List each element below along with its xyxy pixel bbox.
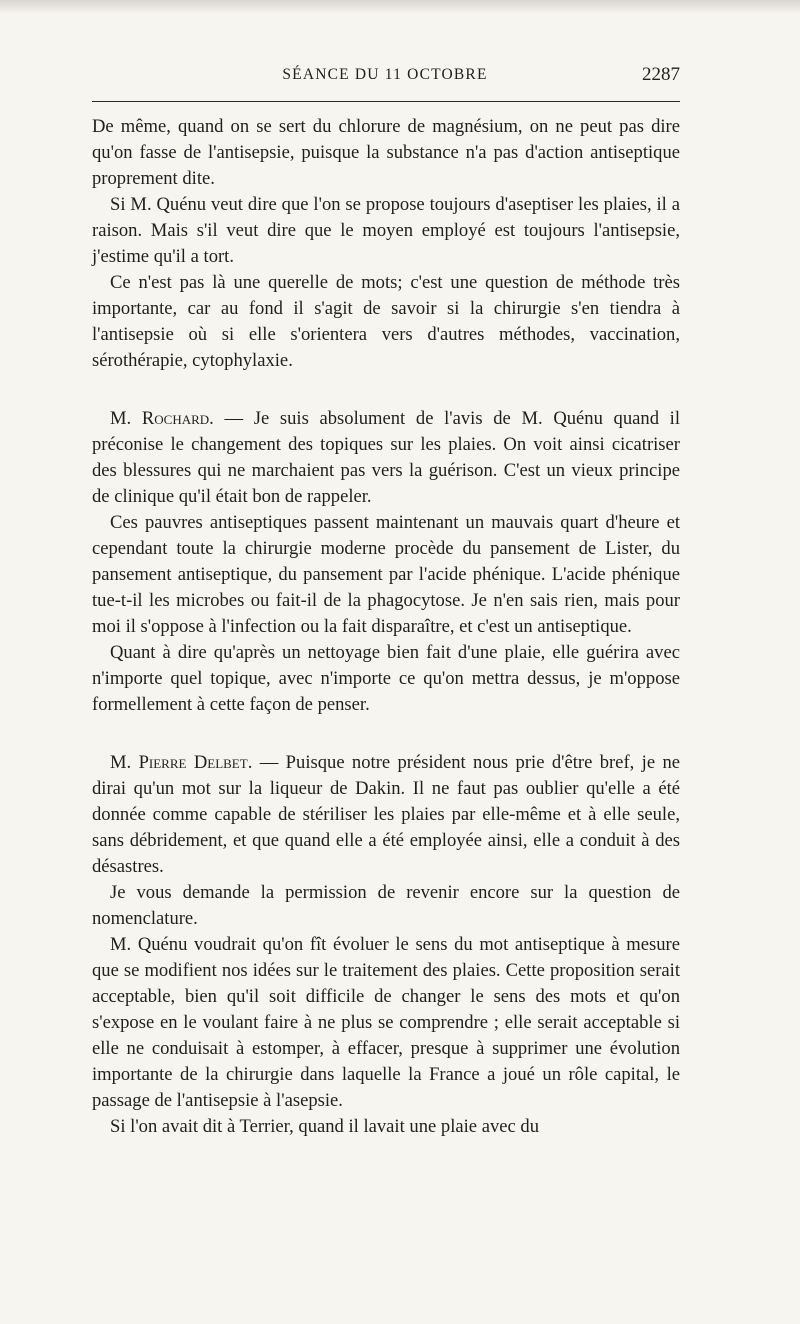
speaker-prefix: M. <box>110 752 139 773</box>
paragraph: M. Quénu voudrait qu'on fît évoluer le sens du mot antiseptique à mesure que se modifient nos idées sur le traitement des plaies. Cette proposition serait acceptable, bien qu'il soit difficile de changer le sens des mots et qu'on s'expose en le voulant faire à ne plus se comprendre ; elle serait acceptable si elle ne conduisait à estomper, à effacer, presque à supprimer une évolution importante de la chirurgie dans laquelle la France a joué un rôle capital, le passage de l'antisepsie à l'asepsie. <box>92 934 680 1111</box>
speaker-prefix: M. <box>110 408 142 429</box>
page-body <box>92 114 680 1140</box>
paragraph: De même, quand on se sert du chlorure de magnésium, on ne peut pas dire qu'on fasse de l'antisepsie, puisque la substance n'a pas d'action antiseptique proprement dite. <box>92 116 680 189</box>
section-gap <box>92 374 680 406</box>
speaker-paragraph <box>92 406 680 510</box>
paragraph: Ces pauvres antiseptiques passent maintenant un mauvais quart d'heure et cependant toute la chirurgie moderne procède du pansement de Lister, du pansement antiseptique, du pansement par l'acide phénique. L'acide phénique tue-t-il les microbes ou fait-il de la phagocytose. Je n'en sais rien, mais pour moi il s'oppose à l'infection ou la fait disparaître, et c'est un antiseptique. <box>92 512 680 637</box>
header-rule <box>92 101 680 102</box>
paragraph: Ce n'est pas là une querelle de mots; c'est une question de méthode très importante, car au fond il s'agit de savoir si la chirurgie s'en tiendra à l'antisepsie où si elle s'orientera vers d'autres méthodes, vaccination, sérothérapie, cytophylaxie. <box>92 272 680 371</box>
paragraph: Si l'on avait dit à Terrier, quand il lavait une plaie avec du <box>110 1116 539 1137</box>
speaker-paragraph <box>92 750 680 880</box>
paragraph: Si M. Quénu veut dire que l'on se propose toujours d'aseptiser les plaies, il a raison. Mais s'il veut dire que le moyen employé est toujours l'antisepsie, j'estime qu'il a tort. <box>92 194 680 267</box>
paragraph-text: — Je suis absolument de l'avis de M. Quénu quand il préconise le changement des topiques sur les plaies. On voit ainsi cicatriser des blessures qui ne marchaient pas vers la guérison. C'est un vieux principe de clinique qu'il était bon de rappeler. <box>92 408 680 507</box>
running-header <box>90 64 680 88</box>
paragraph: Je vous demande la permission de revenir encore sur la question de nomenclature. <box>92 882 680 929</box>
paragraph: Quant à dire qu'après un nettoyage bien fait d'une plaie, elle guérira avec n'importe quel topique, avec n'importe ce qu'on mettra dessus, je m'oppose formellement à cette façon de penser. <box>92 642 680 715</box>
speaker-name: Pierre Delbet. <box>138 752 253 773</box>
paragraph-text: — Puisque notre président nous prie d'être bref, je ne dirai qu'un mot sur la liqueur de Dakin. Il ne faut pas oublier qu'elle a été donnée comme capable de stériliser les plaies par elle-même et à elle seule, sans débridement, et que quand elle a été employée ainsi, elle a conduit à des désastres. <box>92 752 680 877</box>
page-edge-shadow <box>0 0 800 14</box>
speaker-name: Rochard. <box>141 408 214 429</box>
section-gap <box>92 718 680 750</box>
running-title: SÉANCE DU 11 OCTOBRE <box>282 66 488 83</box>
page-number: 2287 <box>642 64 680 85</box>
